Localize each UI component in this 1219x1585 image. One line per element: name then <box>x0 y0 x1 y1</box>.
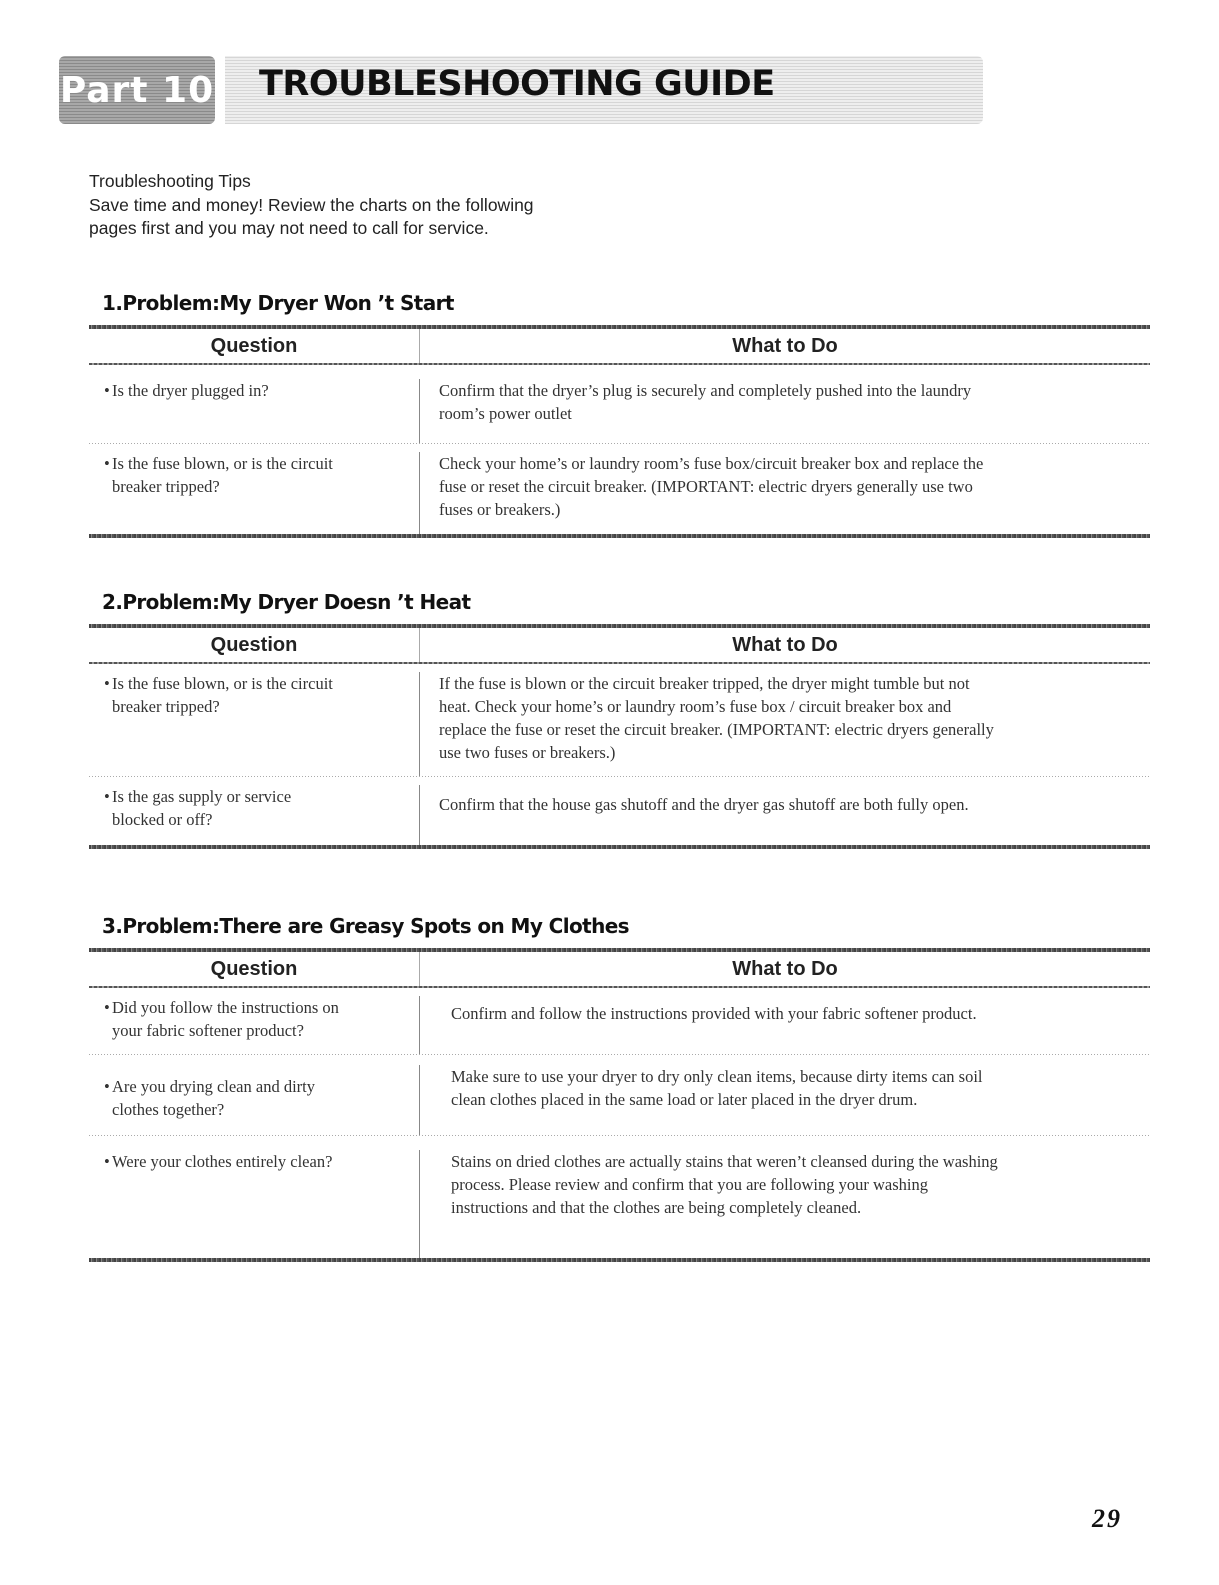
title-bar <box>225 56 983 124</box>
question-text: Is the fuse blown, or is the circuit <box>112 454 333 473</box>
intro-heading: Troubleshooting Tips <box>89 171 251 191</box>
table-rule <box>89 845 1150 849</box>
part-label: Part 10 <box>59 56 215 124</box>
answer-line: heat. Check your home’s or laundry room’s fuse box / circuit breaker box and <box>439 697 952 716</box>
section-title: 1.Problem:My Dryer Won ’t Start <box>102 291 454 315</box>
table-row <box>89 664 1150 776</box>
what-to-do-header: What to Do <box>732 334 838 357</box>
table-rule <box>89 534 1150 538</box>
question-text: Are you drying clean and dirty <box>112 1077 315 1096</box>
header-banner <box>59 56 983 124</box>
question-cell: • Are you drying clean and dirty clothes together? <box>89 1065 420 1135</box>
answer-cell <box>420 785 1150 845</box>
intro-line: pages first and you may not need to call for service. <box>89 218 489 238</box>
question-cell: • Is the fuse blown, or is the circuit breaker tripped? <box>89 452 420 534</box>
answer-line: fuse or reset the circuit breaker. (IMPORTANT: electric dryers generally use two <box>439 477 973 496</box>
question-text: your fabric softener product? <box>112 1021 304 1040</box>
question-text: Is the dryer plugged in? <box>112 381 269 400</box>
question-header: Question <box>89 329 420 363</box>
answer-cell <box>420 672 1150 776</box>
page-number: 29 <box>1092 1504 1122 1533</box>
answer-line: Stains on dried clothes are actually stains that weren’t cleansed during the washing <box>451 1152 998 1171</box>
question-header: Question <box>89 952 420 986</box>
page-title: TROUBLESHOOTING GUIDE <box>259 64 775 104</box>
answer-line: Confirm and follow the instructions provided with your fabric softener product. <box>451 1004 977 1023</box>
answer-line: instructions and that the clothes are being completely cleaned. <box>451 1198 862 1217</box>
question-text: Is the gas supply or service <box>112 787 292 806</box>
section-title: 2.Problem:My Dryer Doesn ’t Heat <box>102 590 471 614</box>
answer-line: replace the fuse or reset the circuit breaker. (IMPORTANT: electric dryers generally <box>439 720 994 739</box>
answer-cell <box>420 452 1150 534</box>
answer-cell <box>420 996 1150 1054</box>
troubleshooting-table <box>89 948 1150 1262</box>
table-header <box>89 329 1150 363</box>
question-cell: • Did you follow the instructions on your fabric softener product? <box>89 996 420 1054</box>
question-text: clothes together? <box>112 1100 225 1119</box>
intro <box>89 170 534 241</box>
table-row <box>89 988 1150 1054</box>
answer-cell <box>420 1065 1150 1135</box>
problem-section-3 <box>89 914 1150 1262</box>
table-header <box>89 952 1150 986</box>
problem-section-1 <box>89 291 1150 538</box>
troubleshooting-table <box>89 624 1150 849</box>
table-rule <box>89 1258 1150 1262</box>
question-cell: • Is the fuse blown, or is the circuit breaker tripped? <box>89 672 420 776</box>
table-row <box>89 1136 1150 1258</box>
answer-line: If the fuse is blown or the circuit breaker tripped, the dryer might tumble but not <box>439 674 970 693</box>
what-to-do-header: What to Do <box>732 957 838 980</box>
answer-line: room’s power outlet <box>439 404 572 423</box>
table-row <box>89 777 1150 845</box>
question-cell: • Is the gas supply or service blocked or off? <box>89 785 420 845</box>
answer-line: Check your home’s or laundry room’s fuse box/circuit breaker box and replace the <box>439 454 984 473</box>
what-to-do-header: What to Do <box>732 633 838 656</box>
problem-section-2 <box>89 590 1150 849</box>
troubleshooting-table <box>89 325 1150 538</box>
section-title: 3.Problem:There are Greasy Spots on My Clothes <box>102 914 629 938</box>
question-cell: • Were your clothes entirely clean? <box>89 1150 420 1258</box>
intro-line: Save time and money! Review the charts on the following <box>89 194 534 215</box>
answer-line: Confirm that the dryer’s plug is securely and completely pushed into the laundry <box>439 381 972 400</box>
answer-line: use two fuses or breakers.) <box>439 743 616 762</box>
question-text: Were your clothes entirely clean? <box>112 1152 333 1171</box>
question-text: Is the fuse blown, or is the circuit <box>112 674 333 693</box>
question-cell: • Is the dryer plugged in? <box>89 379 420 443</box>
answer-cell <box>420 379 1150 443</box>
table-row <box>89 1055 1150 1135</box>
answer-line: Confirm that the house gas shutoff and the dryer gas shutoff are both fully open. <box>439 795 969 814</box>
question-text: breaker tripped? <box>112 477 220 496</box>
answer-line: Make sure to use your dryer to dry only clean items, because dirty items can soil <box>451 1067 983 1086</box>
question-text: blocked or off? <box>112 810 213 829</box>
answer-line: clean clothes placed in the same load or later placed in the dryer drum. <box>451 1090 918 1109</box>
answer-line: process. Please review and confirm that you are following your washing <box>451 1175 928 1194</box>
table-row <box>89 365 1150 443</box>
question-text: Did you follow the instructions on <box>112 998 339 1017</box>
table-header <box>89 628 1150 662</box>
answer-line: fuses or breakers.) <box>439 500 561 519</box>
question-text: breaker tripped? <box>112 697 220 716</box>
question-header: Question <box>89 628 420 662</box>
table-row <box>89 444 1150 534</box>
answer-cell <box>420 1150 1150 1258</box>
